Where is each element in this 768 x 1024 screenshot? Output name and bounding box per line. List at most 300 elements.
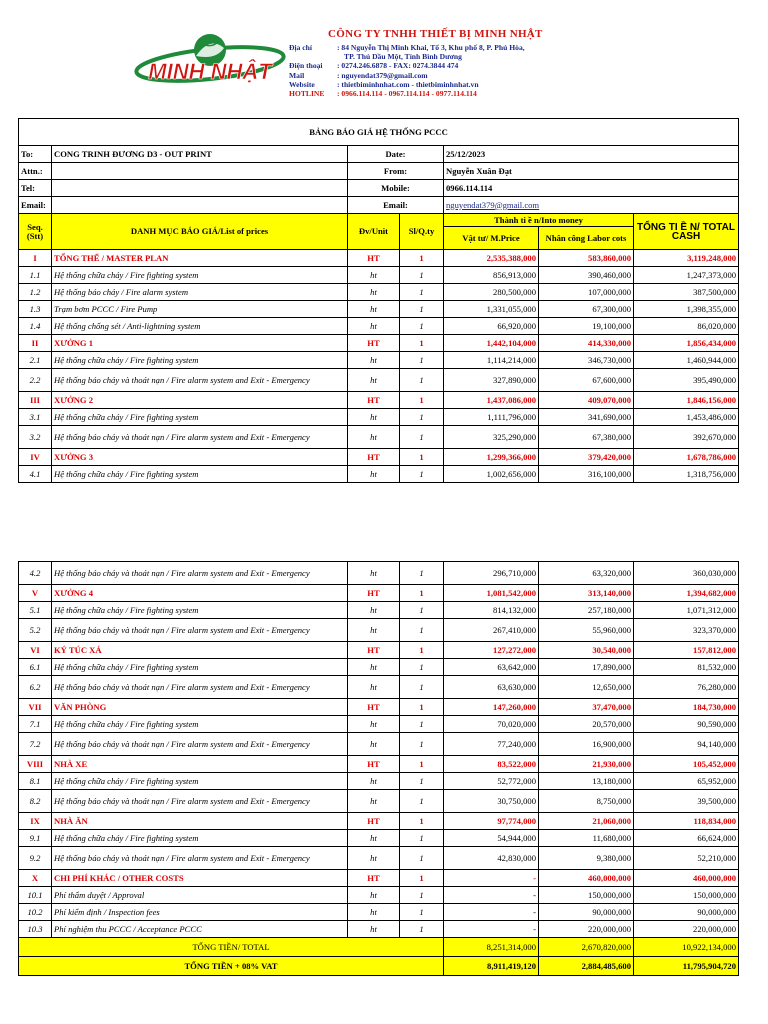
row-description: TỔNG THỂ / MASTER PLAN (52, 250, 348, 267)
row-seq: VI (19, 642, 52, 659)
to-value: CONG TRINH ĐƯƠNG D3 - OUT PRINT (52, 146, 348, 163)
logo-wordmark: MINH NHẬT (148, 59, 272, 84)
row-total-cash: 52,210,000 (634, 847, 739, 870)
row-qty: 1 (400, 921, 444, 938)
row-unit: HT (348, 335, 400, 352)
item-row (19, 773, 739, 790)
phone-label: Điện thoại (289, 61, 323, 71)
row-labor-cost: 21,060,000 (539, 813, 634, 830)
row-labor-cost: 11,680,000 (539, 830, 634, 847)
row-total-cash: 90,590,000 (634, 716, 739, 733)
row-qty: 1 (400, 250, 444, 267)
row-unit: HT (348, 585, 400, 602)
row-labor-cost: 220,000,000 (539, 921, 634, 938)
row-material-price: - (444, 921, 539, 938)
row-material-price: 1,081,542,000 (444, 585, 539, 602)
address-label: Địa chỉ (289, 43, 312, 52)
row-total-cash: 1,071,312,000 (634, 602, 739, 619)
row-qty: 1 (400, 790, 444, 813)
row-qty: 1 (400, 585, 444, 602)
row-description: XƯỞNG 3 (52, 449, 348, 466)
row-unit: ht (348, 847, 400, 870)
row-description: XƯỞNG 4 (52, 585, 348, 602)
item-row (19, 267, 739, 284)
row-unit: ht (348, 790, 400, 813)
row-seq: II (19, 335, 52, 352)
row-material-price: 267,410,000 (444, 619, 539, 642)
row-material-price: 66,920,000 (444, 318, 539, 335)
item-row (19, 284, 739, 301)
row-material-price: 1,114,214,000 (444, 352, 539, 369)
row-material-price: 325,290,000 (444, 426, 539, 449)
row-unit: HT (348, 392, 400, 409)
row-unit: ht (348, 887, 400, 904)
company-header (0, 0, 768, 112)
mobile-label: Mobile: (348, 180, 444, 197)
row-qty: 1 (400, 813, 444, 830)
row-description: NHÀ ĂN (52, 813, 348, 830)
row-labor-cost: 67,380,000 (539, 426, 634, 449)
row-total-cash: 1,318,756,000 (634, 466, 739, 483)
row-seq: VII (19, 699, 52, 716)
row-labor-cost: 313,140,000 (539, 585, 634, 602)
item-row (19, 847, 739, 870)
row-total-cash: 3,119,248,000 (634, 250, 739, 267)
row-material-price: 1,442,104,000 (444, 335, 539, 352)
row-labor-cost: 55,960,000 (539, 619, 634, 642)
quote-table-page1 (18, 118, 739, 483)
row-seq: VIII (19, 756, 52, 773)
row-description: Hệ thống chữa cháy / Fire fighting system (52, 409, 348, 426)
row-seq: 6.2 (19, 676, 52, 699)
row-material-price: 42,830,000 (444, 847, 539, 870)
row-total-cash: 1,394,682,000 (634, 585, 739, 602)
item-row (19, 301, 739, 318)
date-value: 25/12/2023 (444, 146, 739, 163)
grand-total-material: 8,251,314,000 (444, 938, 539, 957)
row-unit: ht (348, 921, 400, 938)
row-labor-cost: 409,070,000 (539, 392, 634, 409)
section-row (19, 813, 739, 830)
row-material-price: 30,750,000 (444, 790, 539, 813)
row-qty: 1 (400, 369, 444, 392)
row-seq: 1.4 (19, 318, 52, 335)
row-seq: 1.3 (19, 301, 52, 318)
row-total-cash: 105,452,000 (634, 756, 739, 773)
row-material-price: 63,642,000 (444, 659, 539, 676)
row-total-cash: 1,398,355,000 (634, 301, 739, 318)
item-row (19, 619, 739, 642)
row-labor-cost: 37,470,000 (539, 699, 634, 716)
quote-title: BẢNG BÁO GIÁ HỆ THỐNG PCCC (19, 119, 739, 146)
row-qty: 1 (400, 870, 444, 887)
row-description: Hệ thống báo cháy và thoát nạn / Fire alarm system and Exit - Emergency (52, 733, 348, 756)
row-description: Phí kiểm định / Inspection fees (52, 904, 348, 921)
company-name: CÔNG TY TNHH THIẾT BỊ MINH NHẬT (328, 28, 543, 40)
email-value-left (52, 197, 348, 214)
grand-total-cash: 10,922,134,000 (634, 938, 739, 957)
row-seq: X (19, 870, 52, 887)
quote-table-page2 (18, 561, 739, 976)
email-value[interactable]: nguyendat379@gmail.com (444, 197, 739, 214)
row-seq: 6.1 (19, 659, 52, 676)
item-row (19, 733, 739, 756)
row-description: XƯỞNG 2 (52, 392, 348, 409)
date-label: Date: (348, 146, 444, 163)
row-total-cash: 86,020,000 (634, 318, 739, 335)
row-total-cash: 65,952,000 (634, 773, 739, 790)
email-label-right: Email: (348, 197, 444, 214)
from-label: From: (348, 163, 444, 180)
row-qty: 1 (400, 284, 444, 301)
row-qty: 1 (400, 335, 444, 352)
row-description: KÝ TÚC XÁ (52, 642, 348, 659)
row-description: Hệ thống báo cháy và thoát nạn / Fire alarm system and Exit - Emergency (52, 847, 348, 870)
item-row (19, 904, 739, 921)
phone-value: : 0274.246.6878 - FAX: 0274.3844 474 (337, 61, 459, 71)
row-seq: 3.1 (19, 409, 52, 426)
tel-value (52, 180, 348, 197)
row-material-price: 77,240,000 (444, 733, 539, 756)
item-row (19, 921, 739, 938)
item-row (19, 659, 739, 676)
section-row (19, 756, 739, 773)
tel-label: Tel: (19, 180, 52, 197)
row-description: Hệ thống chữa cháy / Fire fighting system (52, 352, 348, 369)
email-label: Email: (19, 197, 52, 214)
row-description: Hệ thống chữa cháy / Fire fighting system (52, 602, 348, 619)
row-unit: ht (348, 619, 400, 642)
row-material-price: 1,299,366,000 (444, 449, 539, 466)
website-label: Website (289, 79, 315, 89)
minh-nhat-logo (132, 30, 288, 102)
row-total-cash: 81,532,000 (634, 659, 739, 676)
attn-value (52, 163, 348, 180)
row-qty: 1 (400, 756, 444, 773)
row-description: Hệ thống chữa cháy / Fire fighting system (52, 830, 348, 847)
row-total-cash: 323,370,000 (634, 619, 739, 642)
row-seq: 4.1 (19, 466, 52, 483)
row-material-price: 1,111,796,000 (444, 409, 539, 426)
company-contact-block (289, 43, 525, 98)
row-unit: ht (348, 409, 400, 426)
row-qty: 1 (400, 699, 444, 716)
row-total-cash: 94,140,000 (634, 733, 739, 756)
item-row (19, 466, 739, 483)
row-total-cash: 76,280,000 (634, 676, 739, 699)
row-seq: 8.1 (19, 773, 52, 790)
row-labor-cost: 8,750,000 (539, 790, 634, 813)
row-labor-cost: 20,570,000 (539, 716, 634, 733)
row-labor-cost: 414,330,000 (539, 335, 634, 352)
section-row (19, 585, 739, 602)
attn-label: Attn.: (19, 163, 52, 180)
item-row (19, 426, 739, 449)
row-description: Hệ thống chữa cháy / Fire fighting system (52, 267, 348, 284)
row-unit: ht (348, 369, 400, 392)
mobile-value: 0966.114.114 (444, 180, 739, 197)
col-labor-header: Nhân công Labor cots (539, 227, 634, 250)
row-description: Hệ thống báo cháy và thoát nạn / Fire alarm system and Exit - Emergency (52, 676, 348, 699)
row-seq: 7.2 (19, 733, 52, 756)
item-row (19, 352, 739, 369)
row-description: Phí nghiệm thu PCCC / Acceptance PCCC (52, 921, 348, 938)
row-description: Phí thẩm duyệt / Approval (52, 887, 348, 904)
row-labor-cost: 341,690,000 (539, 409, 634, 426)
row-material-price: 63,630,000 (444, 676, 539, 699)
row-description: Hệ thống chống sét / Anti-lightning system (52, 318, 348, 335)
row-material-price: 97,774,000 (444, 813, 539, 830)
row-labor-cost: 390,460,000 (539, 267, 634, 284)
row-qty: 1 (400, 733, 444, 756)
row-qty: 1 (400, 449, 444, 466)
row-qty: 1 (400, 619, 444, 642)
website-value[interactable]: : thietbiminhnhat.com - thietbiminhnhat.vn (337, 79, 479, 89)
mail-label: Mail (289, 70, 305, 80)
item-row (19, 676, 739, 699)
row-unit: ht (348, 466, 400, 483)
col-seq-header: Seq. (Stt) (19, 214, 52, 250)
row-description: Hệ thống chữa cháy / Fire fighting system (52, 659, 348, 676)
row-unit: ht (348, 733, 400, 756)
row-material-price: - (444, 887, 539, 904)
item-row (19, 562, 739, 585)
row-qty: 1 (400, 562, 444, 585)
row-total-cash: 39,500,000 (634, 790, 739, 813)
col-unit-header: Đv/Unit (348, 214, 400, 250)
row-seq: 10.1 (19, 887, 52, 904)
row-total-cash: 66,624,000 (634, 830, 739, 847)
row-seq: 1.1 (19, 267, 52, 284)
row-labor-cost: 257,180,000 (539, 602, 634, 619)
row-unit: ht (348, 352, 400, 369)
row-labor-cost: 16,900,000 (539, 733, 634, 756)
row-labor-cost: 9,380,000 (539, 847, 634, 870)
row-total-cash: 387,500,000 (634, 284, 739, 301)
section-row (19, 250, 739, 267)
row-qty: 1 (400, 676, 444, 699)
row-labor-cost: 21,930,000 (539, 756, 634, 773)
section-row (19, 642, 739, 659)
row-labor-cost: 316,100,000 (539, 466, 634, 483)
col-desc-header: DANH MỤC BÁO GIÁ/List of prices (52, 214, 348, 250)
row-material-price: 1,002,656,000 (444, 466, 539, 483)
row-seq: IV (19, 449, 52, 466)
row-unit: ht (348, 659, 400, 676)
row-unit: HT (348, 642, 400, 659)
row-seq: 10.2 (19, 904, 52, 921)
row-labor-cost: 379,420,000 (539, 449, 634, 466)
row-unit: ht (348, 284, 400, 301)
hotline-label: HOTLINE (289, 89, 325, 99)
row-material-price: 327,890,000 (444, 369, 539, 392)
row-qty: 1 (400, 773, 444, 790)
col-material-header: Vật tư/ M.Price (444, 227, 539, 250)
vat-total-labor: 2,884,485,600 (539, 957, 634, 976)
row-seq: 7.1 (19, 716, 52, 733)
row-total-cash: 118,834,000 (634, 813, 739, 830)
row-unit: HT (348, 699, 400, 716)
row-labor-cost: 13,180,000 (539, 773, 634, 790)
row-unit: HT (348, 870, 400, 887)
vat-total-material: 8,911,419,120 (444, 957, 539, 976)
row-unit: ht (348, 318, 400, 335)
row-total-cash: 90,000,000 (634, 904, 739, 921)
col-total-header: TỔNG TI Ề N/ TOTAL CASH (634, 214, 739, 250)
row-material-price: 1,331,055,000 (444, 301, 539, 318)
row-description: Hệ thống báo cháy / Fire alarm system (52, 284, 348, 301)
row-description: Hệ thống báo cháy và thoát nạn / Fire alarm system and Exit - Emergency (52, 790, 348, 813)
row-labor-cost: 17,890,000 (539, 659, 634, 676)
row-qty: 1 (400, 887, 444, 904)
row-seq: 2.2 (19, 369, 52, 392)
from-value: Nguyễn Xuân Đạt (444, 163, 739, 180)
row-unit: ht (348, 716, 400, 733)
row-description: Hệ thống chữa cháy / Fire fighting system (52, 773, 348, 790)
row-labor-cost: 63,320,000 (539, 562, 634, 585)
row-total-cash: 460,000,000 (634, 870, 739, 887)
item-row (19, 887, 739, 904)
row-description: Hệ thống báo cháy và thoát nạn / Fire alarm system and Exit - Emergency (52, 426, 348, 449)
row-unit: ht (348, 562, 400, 585)
item-row (19, 318, 739, 335)
row-seq: III (19, 392, 52, 409)
row-description: Hệ thống chữa cháy / Fire fighting system (52, 466, 348, 483)
row-qty: 1 (400, 847, 444, 870)
row-description: Hệ thống báo cháy và thoát nạn / Fire alarm system and Exit - Emergency (52, 369, 348, 392)
row-labor-cost: 12,650,000 (539, 676, 634, 699)
section-row (19, 392, 739, 409)
row-labor-cost: 107,000,000 (539, 284, 634, 301)
vat-total-cash: 11,795,904,720 (634, 957, 739, 976)
row-seq: 8.2 (19, 790, 52, 813)
row-total-cash: 184,730,000 (634, 699, 739, 716)
row-qty: 1 (400, 830, 444, 847)
row-description: Hệ thống báo cháy và thoát nạn / Fire alarm system and Exit - Emergency (52, 619, 348, 642)
row-unit: ht (348, 267, 400, 284)
row-seq: 5.1 (19, 602, 52, 619)
row-material-price: 296,710,000 (444, 562, 539, 585)
row-material-price: 147,260,000 (444, 699, 539, 716)
row-qty: 1 (400, 301, 444, 318)
row-seq: 2.1 (19, 352, 52, 369)
row-material-price: 83,522,000 (444, 756, 539, 773)
row-material-price: - (444, 870, 539, 887)
row-unit: ht (348, 426, 400, 449)
item-row (19, 830, 739, 847)
vat-total-label: TỔNG TIỀN + 08% VAT (19, 957, 444, 976)
row-qty: 1 (400, 466, 444, 483)
row-labor-cost: 67,300,000 (539, 301, 634, 318)
row-seq: V (19, 585, 52, 602)
row-material-price: - (444, 904, 539, 921)
row-unit: HT (348, 756, 400, 773)
section-row (19, 449, 739, 466)
hotline-value: : 0966.114.114 - 0967.114.114 - 0977.114.114 (337, 89, 477, 99)
section-row (19, 870, 739, 887)
row-material-price: 54,944,000 (444, 830, 539, 847)
row-total-cash: 360,030,000 (634, 562, 739, 585)
row-material-price: 2,535,388,000 (444, 250, 539, 267)
row-seq: 3.2 (19, 426, 52, 449)
grand-total-labor: 2,670,820,000 (539, 938, 634, 957)
quote-rows-page2 (19, 562, 739, 938)
row-seq: I (19, 250, 52, 267)
row-material-price: 856,913,000 (444, 267, 539, 284)
row-total-cash: 150,000,000 (634, 887, 739, 904)
row-total-cash: 395,490,000 (634, 369, 739, 392)
row-qty: 1 (400, 267, 444, 284)
row-seq: 5.2 (19, 619, 52, 642)
row-labor-cost: 19,100,000 (539, 318, 634, 335)
row-material-price: 52,772,000 (444, 773, 539, 790)
row-total-cash: 1,453,486,000 (634, 409, 739, 426)
row-unit: HT (348, 449, 400, 466)
row-unit: ht (348, 676, 400, 699)
row-labor-cost: 30,540,000 (539, 642, 634, 659)
item-row (19, 369, 739, 392)
row-labor-cost: 583,860,000 (539, 250, 634, 267)
grand-total-label: TỔNG TIỀN/ TOTAL (19, 938, 444, 957)
row-labor-cost: 150,000,000 (539, 887, 634, 904)
row-material-price: 814,132,000 (444, 602, 539, 619)
row-unit: ht (348, 830, 400, 847)
row-seq: 9.2 (19, 847, 52, 870)
row-description: CHI PHÍ KHÁC / OTHER COSTS (52, 870, 348, 887)
row-unit: ht (348, 301, 400, 318)
row-labor-cost: 67,600,000 (539, 369, 634, 392)
section-row (19, 699, 739, 716)
row-qty: 1 (400, 426, 444, 449)
row-qty: 1 (400, 318, 444, 335)
row-qty: 1 (400, 392, 444, 409)
row-qty: 1 (400, 602, 444, 619)
row-total-cash: 1,856,434,000 (634, 335, 739, 352)
row-qty: 1 (400, 904, 444, 921)
row-unit: HT (348, 250, 400, 267)
row-seq: 10.3 (19, 921, 52, 938)
row-qty: 1 (400, 642, 444, 659)
row-qty: 1 (400, 352, 444, 369)
item-row (19, 790, 739, 813)
row-total-cash: 1,678,786,000 (634, 449, 739, 466)
row-labor-cost: 90,000,000 (539, 904, 634, 921)
row-material-price: 127,272,000 (444, 642, 539, 659)
row-seq: IX (19, 813, 52, 830)
row-total-cash: 392,670,000 (634, 426, 739, 449)
to-label: To: (19, 146, 52, 163)
row-seq: 1.2 (19, 284, 52, 301)
row-labor-cost: 460,000,000 (539, 870, 634, 887)
row-unit: HT (348, 813, 400, 830)
row-seq: 9.1 (19, 830, 52, 847)
mail-value[interactable]: : nguyendat379@gmail.com (337, 70, 428, 80)
col-into-money-header: Thành ti ề n/Into money (444, 214, 634, 227)
row-description: VĂN PHÒNG (52, 699, 348, 716)
row-qty: 1 (400, 409, 444, 426)
address-line1: : 84 Nguyễn Thị Minh Khai, Tổ 3, Khu phố 8, P. Phú Hòa, (337, 43, 525, 52)
row-seq: 4.2 (19, 562, 52, 585)
row-description: Hệ thống chữa cháy / Fire fighting system (52, 716, 348, 733)
row-description: Trạm bơm PCCC / Fire Pump (52, 301, 348, 318)
address-line2: TP. Thủ Dầu Một, Tỉnh Bình Dương (344, 52, 462, 62)
row-qty: 1 (400, 659, 444, 676)
row-unit: ht (348, 904, 400, 921)
row-total-cash: 220,000,000 (634, 921, 739, 938)
row-material-price: 70,020,000 (444, 716, 539, 733)
row-total-cash: 1,460,944,000 (634, 352, 739, 369)
row-description: Hệ thống báo cháy và thoát nạn / Fire alarm system and Exit - Emergency (52, 562, 348, 585)
